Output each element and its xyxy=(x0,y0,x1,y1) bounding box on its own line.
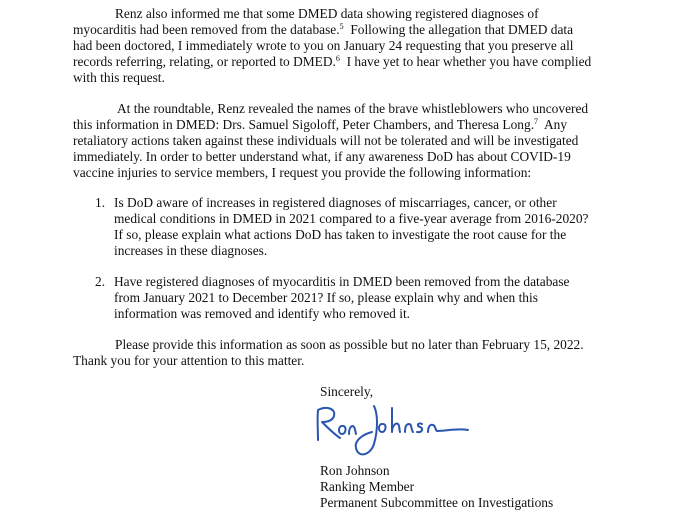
text-line: Is DoD aware of increases in registered diagnoses of miscarriages, cancer, or other xyxy=(114,195,557,210)
footnote-marker: 7 xyxy=(534,117,539,126)
text-line: retaliatory actions taken against these individuals will not be tolerated and will be investigated xyxy=(73,133,579,148)
signature-icon xyxy=(312,400,472,460)
salutation: Sincerely, xyxy=(320,384,374,399)
text-line xyxy=(73,22,573,38)
text-span: myocarditis had been removed from the database. xyxy=(73,22,340,37)
text-span: this information in DMED: Drs. Samuel Sigoloff, Peter Chambers, and Theresa Long. xyxy=(73,117,535,132)
text-line: immediately. In order to better understand what, if any awareness DoD has about COVID-19 xyxy=(73,149,571,164)
text-line: increases in these diagnoses. xyxy=(114,243,268,258)
text-line: Have registered diagnoses of myocarditis in DMED been removed from the database xyxy=(114,274,570,289)
text-line: Please provide this information as soon as possible but no later than February 15, 2022. xyxy=(115,337,584,352)
text-span: Any xyxy=(544,117,568,132)
text-line: Renz also informed me that some DMED data showing registered diagnoses of xyxy=(115,6,539,21)
signer-name: Ron Johnson xyxy=(320,463,390,478)
text-span: records referring, relating, or reported to DMED. xyxy=(73,54,336,69)
text-line xyxy=(73,54,591,70)
text-span: Following the allegation that DMED data xyxy=(350,22,574,37)
list-number: 2. xyxy=(95,274,106,289)
text-line: At the roundtable, Renz revealed the names of the brave whistleblowers who uncovered xyxy=(117,101,589,116)
text-line: If so, please explain what actions DoD has taken to investigate the root cause for the xyxy=(114,227,567,242)
text-line: information was removed and identify who removed it. xyxy=(114,306,411,321)
text-line: had been doctored, I immediately wrote to you on January 24 requesting that you preserve all xyxy=(73,38,574,53)
signer-title: Ranking Member xyxy=(320,479,415,494)
text-line: vaccine injuries to service members, I request you provide the following information: xyxy=(73,165,532,180)
text-line xyxy=(73,117,567,133)
footnote-marker: 6 xyxy=(335,54,340,63)
list-number: 1. xyxy=(95,195,106,210)
text-line: with this request. xyxy=(73,70,165,85)
text-line: Thank you for your attention to this matter. xyxy=(73,353,305,368)
text-span: I have yet to hear whether you have complied xyxy=(346,54,592,69)
text-line: from January 2021 to December 2021? If so, please explain why and when this xyxy=(114,290,538,305)
text-line: medical conditions in DMED in 2021 compared to a five-year average from 2016-2020? xyxy=(114,211,589,226)
signer-committee: Permanent Subcommittee on Investigations xyxy=(320,495,554,510)
footnote-marker: 5 xyxy=(339,22,344,31)
